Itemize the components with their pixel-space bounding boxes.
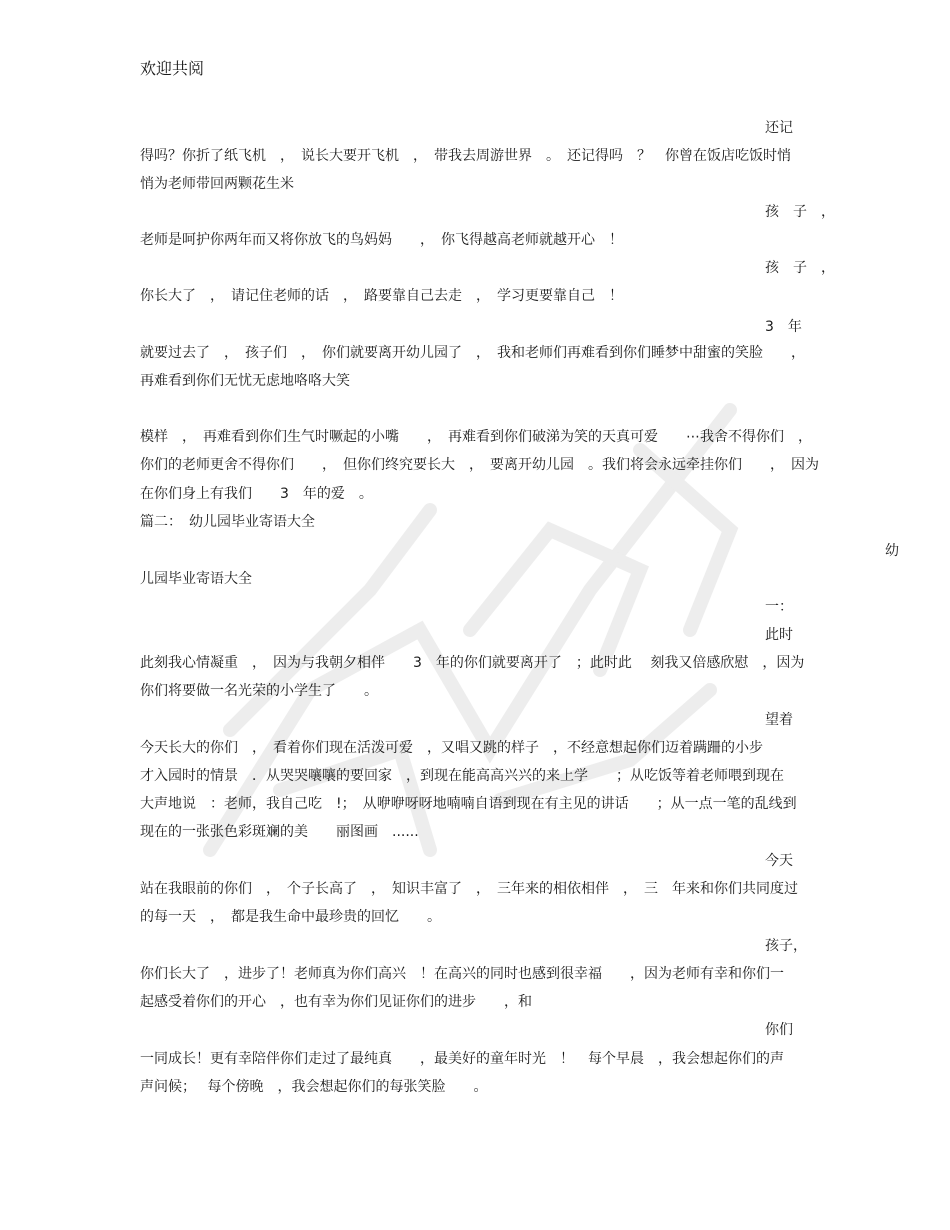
text-line: 一： <box>765 599 793 615</box>
text-line: 孩子， <box>765 938 807 954</box>
text-line: 大声地说 ：老师，我自己吃 !； 从咿咿呀呀地喃喃自语到现在有主见的讲话 ；从一点一笔的乱线到 <box>140 796 797 812</box>
text-line: 就要过去了 ， 孩子们 ， 你们就要离开幼儿园了 ， 我和老师们再难看到你们睡梦中甜蜜的笑脸 ， <box>140 345 805 361</box>
text-line: 老师是呵护你两年而又将你放飞的鸟妈妈 ， 你飞得越高老师就越开心 ！ <box>140 232 623 248</box>
text-line: 模样 ， 再难看到你们生气时噘起的小嘴 ， 再难看到你们破涕为笑的天真可爱 ⋯我舍不得你们 ， <box>140 429 812 445</box>
text-line: 孩 子 ， <box>765 204 835 220</box>
text-line: 望着 <box>765 712 793 728</box>
text-line: 还记 <box>765 120 793 136</box>
text-line: 今天 <box>765 853 793 869</box>
text-line: 你们 <box>765 1022 793 1038</box>
text-line: 声问候； 每个傍晚 ，我会想起你们的每张笑脸 。 <box>140 1079 488 1095</box>
text-line: 悄为老师带回两颗花生米 <box>140 176 294 192</box>
text-line: 你们长大了 ，进步了！老师真为你们高兴 ！在高兴的同时也感到很幸福 ，因为老师有幸和你们一 <box>140 966 784 982</box>
text-line: 得吗？你折了纸飞机 ， 说长大要开飞机 ， 带我去周游世界 。 还记得吗 ？ 你曾在饭店吃饭时悄 <box>140 148 791 164</box>
section-heading: 篇二： 幼儿园毕业寄语大全 <box>140 514 315 530</box>
text-line: 儿园毕业寄语大全 <box>140 571 252 587</box>
text-line: 你长大了 ， 请记住老师的话 ， 路要靠自己去走 ， 学习更要靠自己 ！ <box>140 288 623 304</box>
text-line: 3 年 <box>765 319 802 335</box>
page-header: 欢迎共阅 <box>140 59 205 78</box>
text-line: 此时 <box>765 627 793 643</box>
text-line: 一同成长！更有幸陪伴你们走过了最纯真 ，最美好的童年时光 ！ 每个早晨 ，我会想起你们的声 <box>140 1051 784 1067</box>
text-line: 今天长大的你们 ， 看着你们现在活泼可爱 ，又唱又跳的样子 ，不经意想起你们迈着蹒跚的小步 <box>140 740 763 756</box>
text-line: 再难看到你们无忧无虑地咯咯大笑 <box>140 373 350 389</box>
text-line: 此刻我心情凝重 ， 因为与我朝夕相伴 3 年的你们就要离开了 ；此时此 刻我又倍感欣慰 ，因为 <box>140 655 805 671</box>
text-line: 起感受着你们的开心 ，也有幸为你们见证你们的进步 ，和 <box>140 994 532 1010</box>
text-line: 你们将要做一名光荣的小学生了 。 <box>140 683 378 699</box>
text-line: 现在的一张张色彩斑斓的美 丽图画 ...... <box>140 824 419 840</box>
text-line: 才入园时的情景 ．从哭哭嚷嚷的要回家 ，到现在能高高兴兴的来上学 ；从吃饭等着老师喂到现在 <box>140 768 784 784</box>
text-line: 的每一天 ， 都是我生命中最珍贵的回忆 。 <box>140 909 441 925</box>
text-line: 幼 <box>885 543 899 559</box>
text-line: 你们的老师更舍不得你们 ， 但你们终究要长大 ， 要离开幼儿园 。我们将会永远牵挂你们 ， 因为 <box>140 457 819 473</box>
text-line: 孩 子 ， <box>765 260 835 276</box>
text-line: 在你们身上有我们 3 年的爱 。 <box>140 486 373 502</box>
text-line: 站在我眼前的你们 ， 个子长高了 ， 知识丰富了 ， 三年来的相依相伴 ， 三 年来和你们共同度过 <box>140 881 798 897</box>
